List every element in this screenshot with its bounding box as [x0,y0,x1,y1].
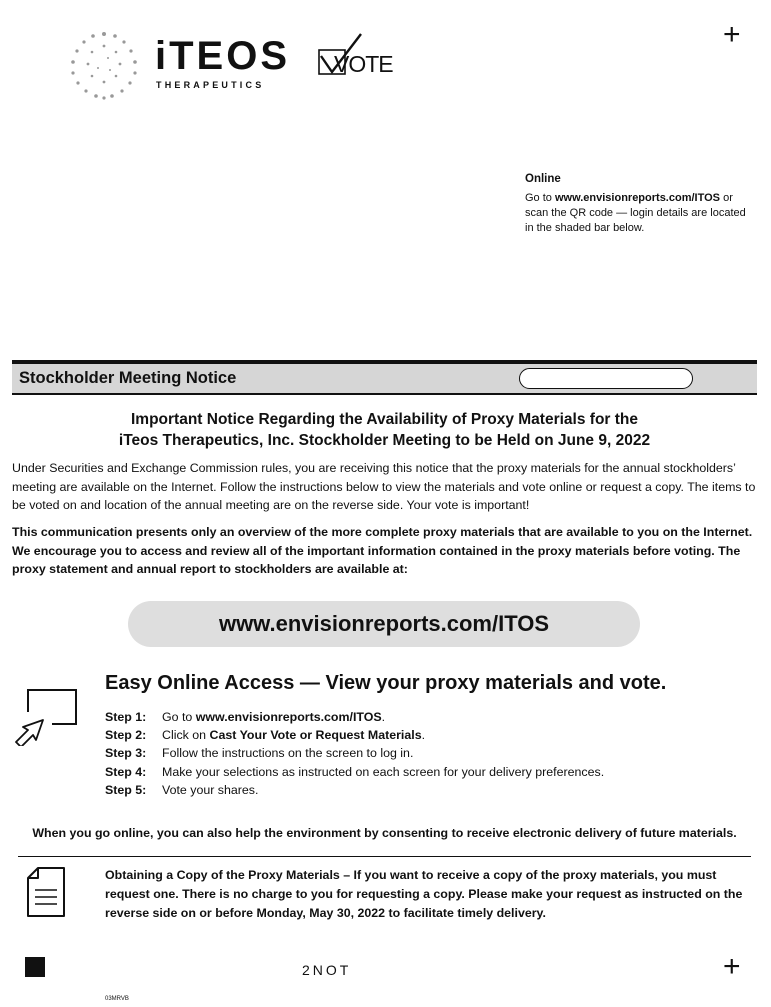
overview-paragraph: This communication presents only an overview of the more complete proxy materials that are available to you on the Internet. We encourage you to access and review all of the important information contained in the proxy materials before voting. The proxy statement and annual report to stockholders are available at: [12,525,753,576]
step-5 [105,781,604,799]
corner-mark-top-right: + [723,18,741,51]
step-label: Step 2: [105,728,147,743]
document-icon [24,866,68,918]
online-text-suffix: or scan the QR code — login details are located in the shaded bar below. [525,192,746,234]
form-code: 2NOT [302,962,352,978]
step-2-action: Cast Your Vote or Request Materials [209,728,422,743]
step-1-url-link[interactable]: www.envisionreports.com/ITOS [195,710,382,724]
step-3 [105,744,604,762]
iteos-logo-wordmark: iTEOS [155,34,291,78]
step-text: Follow the instructions on the screen to log in. [162,746,414,761]
notice-bar-bottom-rule [12,393,757,395]
iteos-logo-subtitle: THERAPEUTICS [156,80,265,90]
corner-mark-bottom-right: + [723,950,741,983]
easy-online-access-title: Easy Online Access — View your proxy materials and vote. [105,672,667,694]
sec-rules-paragraph: Under Securities and Exchange Commission rules, you are receiving this notice that the proxy materials for the annual stockholders’ meeting are available on the Internet. Follow the instructions below to view the materials and vote online or request a copy. The items to be voted on and location of the annual meeting are on the reverse side. Your vote is important! [12,461,756,512]
step-label: Step 5: [105,782,147,797]
online-title: Online [525,173,561,185]
step-2 [105,726,604,744]
control-number-field [519,368,693,389]
registration-square-mark [25,957,45,977]
online-instructions [525,172,750,236]
step-text: Click on Cast Your Vote or Request Materials. [162,728,426,743]
online-access-cursor-icon [12,686,80,746]
step-label: Step 1: [105,710,147,724]
step-4 [105,763,604,781]
step-text: Go to www.envisionreports.com/ITOS. [162,710,386,724]
divider [18,856,751,857]
step-text: Vote your shares. [162,782,259,797]
headline-line-1: Important Notice Regarding the Availability of Proxy Materials for the [131,411,638,428]
obtaining-copy-note: Obtaining a Copy of the Proxy Materials – If you want to receive a copy of the proxy materials, you must request one. There is no charge to you for requesting a copy. Please make your request as instructed on the reverse side on or before Monday, May 30, 2022 to facilitate timely delivery. [105,868,743,920]
headline-line-2: iTeos Therapeutics, Inc. Stockholder Meeting to be Held on June 9, 2022 [118,432,651,449]
online-text-prefix: Go to [525,192,555,204]
online-url-link[interactable]: www.envisionreports.com/ITOS [554,192,721,204]
iteos-logo-dots-icon [68,30,140,102]
steps-list [105,708,604,799]
vote-logo-text: VOTE [334,51,393,77]
notice-bar-title: Stockholder Meeting Notice [19,369,237,387]
environment-note: When you go online, you can also help the environment by consenting to receive electronic delivery of future materials. [32,826,737,840]
notice-headline [12,409,757,451]
small-form-code: 03MRVB [105,996,129,1002]
step-label: Step 3: [105,746,147,761]
step-1 [105,708,604,726]
step-label: Step 4: [105,764,147,779]
step-text: Make your selections as instructed on each screen for your delivery preferences. [162,764,605,779]
proxy-url-banner[interactable]: www.envisionreports.com/ITOS [128,601,640,647]
